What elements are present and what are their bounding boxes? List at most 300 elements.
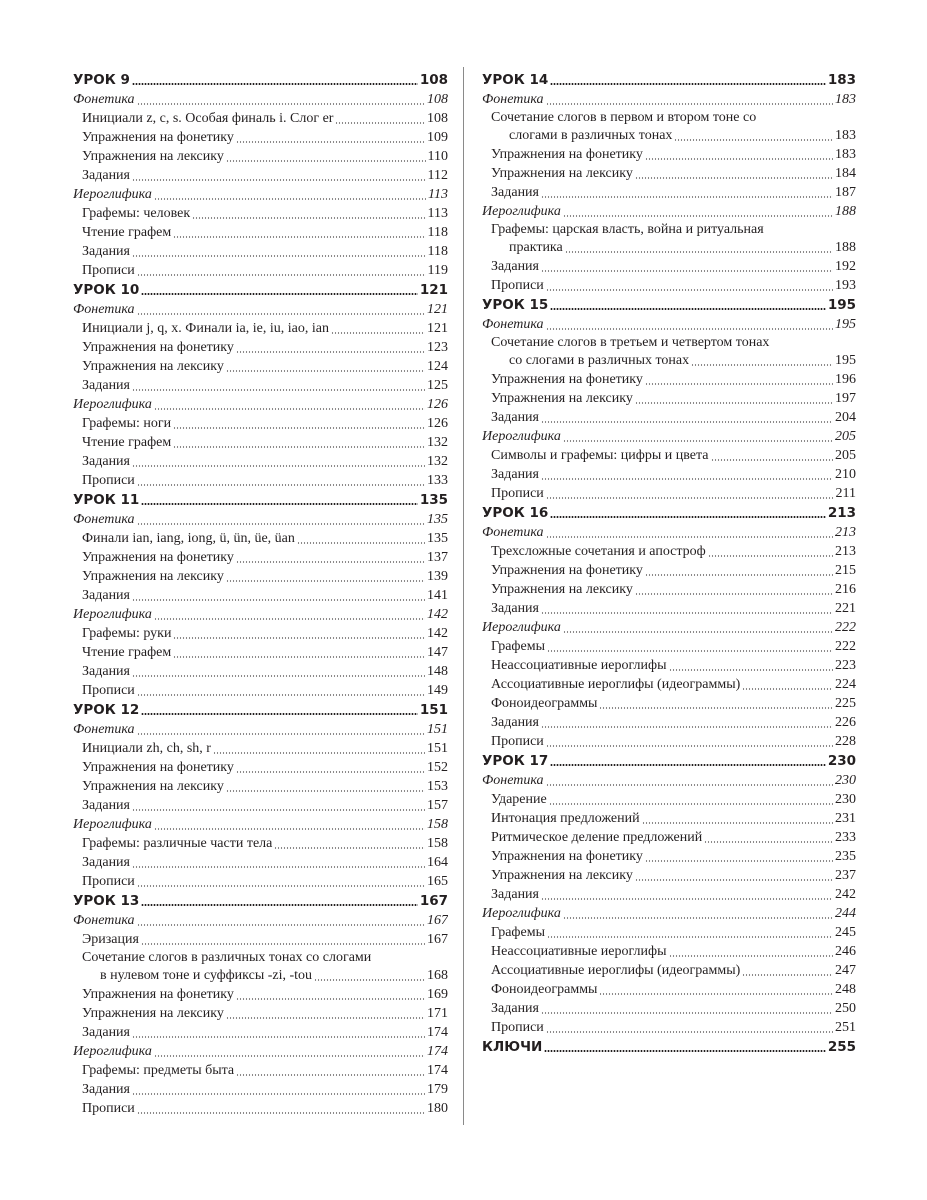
toc-item-entry-page-number: 213: [835, 544, 856, 559]
dot-leader: [226, 1017, 425, 1019]
toc-item-entry[interactable]: [73, 1080, 448, 1099]
toc-section-entry[interactable]: [482, 315, 856, 334]
toc-lesson-entry[interactable]: [73, 700, 448, 720]
dot-leader: [546, 289, 833, 291]
dot-leader: [547, 936, 833, 938]
toc-item-entry-continuation: [491, 238, 856, 257]
toc-item-entry-title: Чтение графем: [82, 435, 172, 450]
toc-item-entry[interactable]: [482, 942, 856, 961]
toc-item-entry[interactable]: [73, 1099, 448, 1118]
toc-section-entry-page-number: 205: [835, 429, 856, 444]
toc-item-entry[interactable]: [482, 599, 856, 618]
toc-lesson-entry-page-number: 230: [827, 753, 856, 769]
toc-item-entry-title: Задания: [82, 855, 130, 870]
toc-item-entry-page-number: 164: [427, 855, 448, 870]
toc-item-entry-page-number: 248: [835, 982, 856, 997]
toc-lesson-entry-page-number: 135: [419, 492, 448, 508]
toc-item-entry[interactable]: [73, 128, 448, 147]
dot-leader: [708, 555, 833, 557]
toc-section-entry-title: Иероглифика: [482, 429, 561, 444]
toc-section-entry[interactable]: [73, 1042, 448, 1061]
dot-leader: [742, 688, 833, 690]
toc-item-entry-page-number: 235: [835, 849, 856, 864]
dot-leader: [141, 502, 418, 505]
toc-section-entry[interactable]: [482, 904, 856, 923]
toc-item-entry-title: Упражнения на фонетику: [491, 849, 643, 864]
dot-leader: [550, 82, 826, 85]
toc-item-entry[interactable]: [73, 796, 448, 815]
toc-lesson-entry[interactable]: [482, 751, 856, 771]
toc-lesson-entry[interactable]: [73, 891, 448, 911]
toc-item-entry-page-number: 157: [427, 798, 448, 813]
toc-item-entry-title: Упражнения на фонетику: [491, 372, 643, 387]
dot-leader: [173, 427, 425, 429]
dot-leader: [642, 822, 833, 824]
dot-leader: [132, 255, 426, 257]
toc-item-entry[interactable]: [73, 548, 448, 567]
toc-item-entry[interactable]: [482, 713, 856, 732]
toc-item-entry[interactable]: [482, 790, 856, 809]
toc-item-entry[interactable]: [482, 961, 856, 980]
dot-leader: [546, 536, 833, 538]
toc-item-entry-page-number: 110: [427, 149, 448, 164]
toc-item-entry-title: Ударение: [491, 792, 547, 807]
dot-leader: [132, 675, 425, 677]
toc-item-entry[interactable]: [73, 681, 448, 700]
toc-item-entry-title: Задания: [82, 378, 130, 393]
toc-item-entry-page-number: 210: [835, 467, 856, 482]
dot-leader: [645, 383, 833, 385]
toc-section-entry[interactable]: [73, 605, 448, 624]
toc-item-entry[interactable]: [482, 145, 856, 164]
toc-lesson-entry-page-number: 121: [419, 282, 448, 298]
dot-leader: [236, 998, 425, 1000]
toc-item-entry[interactable]: [73, 204, 448, 223]
toc-item-entry-title: Неассоциативные иероглифы: [491, 944, 667, 959]
toc-item-entry[interactable]: [73, 452, 448, 471]
dot-leader: [544, 1049, 826, 1052]
dot-leader: [565, 251, 833, 253]
toc-item-entry[interactable]: [482, 980, 856, 999]
toc-item-entry-title: Задания: [491, 887, 539, 902]
toc-item-entry-continuation-page-number: 183: [835, 128, 856, 143]
toc-item-entry[interactable]: [482, 656, 856, 675]
toc-lesson-entry-title: УРОК 16: [482, 505, 549, 521]
toc-item-entry-page-number: 221: [835, 601, 856, 616]
dot-leader: [226, 160, 426, 162]
toc-item-entry-page-number: 242: [835, 887, 856, 902]
toc-item-entry-page-number: 233: [835, 830, 856, 845]
toc-item-entry-continuation-page-number: 195: [835, 353, 856, 368]
column-divider: [463, 67, 464, 1125]
toc-item-entry[interactable]: [73, 758, 448, 777]
toc-section-entry-title: Фонетика: [73, 512, 135, 527]
toc-item-entry-title: Задания: [491, 259, 539, 274]
toc-item-entry-page-number: 216: [835, 582, 856, 597]
toc-lesson-entry-page-number: 255: [827, 1039, 856, 1055]
dot-leader: [541, 421, 833, 423]
toc-item-entry-title: Упражнения на фонетику: [491, 563, 643, 578]
toc-section-entry[interactable]: [482, 90, 856, 109]
toc-item-entry[interactable]: [73, 643, 448, 662]
toc-item-entry[interactable]: [482, 183, 856, 202]
toc-item-entry[interactable]: [73, 624, 448, 643]
toc-item-entry-page-number: 132: [427, 454, 448, 469]
toc-item-entry-page-number: 251: [835, 1020, 856, 1035]
dot-leader: [132, 866, 425, 868]
toc-item-entry[interactable]: [73, 414, 448, 433]
toc-item-entry[interactable]: [482, 465, 856, 484]
dot-leader: [550, 307, 826, 310]
dot-leader: [132, 1093, 425, 1095]
toc-item-entry[interactable]: [73, 1061, 448, 1080]
toc-item-entry[interactable]: [73, 471, 448, 490]
toc-item-entry-title: Прописи: [491, 734, 544, 749]
toc-item-entry-title: Задания: [491, 1001, 539, 1016]
toc-item-entry-page-number: 142: [427, 626, 448, 641]
toc-item-entry-page-number: 118: [427, 244, 448, 259]
toc-item-entry[interactable]: [482, 334, 856, 370]
toc-item-entry[interactable]: [482, 257, 856, 276]
toc-section-entry-page-number: 121: [427, 302, 448, 317]
toc-item-entry[interactable]: [482, 561, 856, 580]
toc-section-entry[interactable]: [73, 395, 448, 414]
toc-item-entry-page-number: 158: [427, 836, 448, 851]
toc-item-entry[interactable]: [73, 985, 448, 1004]
dot-leader: [691, 364, 833, 366]
toc-item-entry[interactable]: [482, 675, 856, 694]
toc-lesson-entry-title: УРОК 17: [482, 753, 549, 769]
toc-item-entry-title: Упражнения на лексику: [82, 359, 224, 374]
toc-lesson-entry[interactable]: [73, 280, 448, 300]
toc-item-entry-page-number: 112: [427, 168, 448, 183]
dot-leader: [563, 215, 833, 217]
toc-item-entry[interactable]: [482, 389, 856, 408]
toc-item-entry-title: Графемы: царская власть, война и ритуальная: [491, 222, 764, 237]
toc-section-entry[interactable]: [73, 185, 448, 204]
toc-item-entry-page-number: 196: [835, 372, 856, 387]
toc-item-entry[interactable]: [73, 1004, 448, 1023]
toc-item-entry[interactable]: [73, 242, 448, 261]
toc-item-entry[interactable]: [73, 147, 448, 166]
toc-section-entry-title: Иероглифика: [73, 1044, 152, 1059]
toc-section-entry[interactable]: [482, 427, 856, 446]
toc-section-entry[interactable]: [482, 523, 856, 542]
dot-leader: [541, 612, 833, 614]
toc-item-entry-continuation: [491, 126, 856, 145]
toc-lesson-entry-page-number: 151: [419, 702, 448, 718]
toc-item-entry[interactable]: [482, 164, 856, 183]
toc-item-entry-title: Упражнения на лексику: [491, 582, 633, 597]
toc-item-entry-title: Задания: [491, 467, 539, 482]
toc-item-entry-title: Сочетание слогов в третьем и четвертом тонах: [491, 335, 770, 350]
toc-item-entry[interactable]: [482, 732, 856, 751]
dot-leader: [550, 515, 826, 518]
toc-item-entry-page-number: 151: [427, 741, 448, 756]
toc-item-entry-page-number: 153: [427, 779, 448, 794]
dot-leader: [154, 408, 425, 410]
dot-leader: [546, 103, 833, 105]
toc-item-entry-page-number: 204: [835, 410, 856, 425]
toc-section-entry[interactable]: [73, 815, 448, 834]
dot-leader: [173, 446, 425, 448]
toc-item-entry-title: Задания: [82, 588, 130, 603]
toc-item-entry[interactable]: [73, 777, 448, 796]
toc-section-entry[interactable]: [73, 911, 448, 930]
dot-leader: [274, 847, 425, 849]
dot-leader: [563, 440, 833, 442]
toc-item-entry-page-number: 187: [835, 185, 856, 200]
dot-leader: [141, 943, 425, 945]
toc-section-entry[interactable]: [73, 90, 448, 109]
toc-item-entry-page-number: 205: [835, 448, 856, 463]
toc-item-entry-page-number: 247: [835, 963, 856, 978]
toc-item-entry-continuation: [491, 351, 856, 370]
toc-item-entry-title: Прописи: [82, 683, 135, 698]
toc-item-entry[interactable]: [73, 319, 448, 338]
toc-item-entry-title: Графемы: ноги: [82, 416, 172, 431]
toc-item-entry[interactable]: [482, 923, 856, 942]
toc-item-entry[interactable]: [482, 580, 856, 599]
toc-item-entry-title: Задания: [491, 715, 539, 730]
toc-item-entry-title: Прописи: [82, 874, 135, 889]
toc-item-entry-page-number: 245: [835, 925, 856, 940]
toc-section-entry-page-number: 108: [427, 92, 448, 107]
toc-item-entry[interactable]: [73, 338, 448, 357]
toc-item-entry-page-number: 171: [427, 1006, 448, 1021]
toc-item-entry-page-number: 230: [835, 792, 856, 807]
dot-leader: [711, 459, 834, 461]
toc-item-entry[interactable]: [73, 376, 448, 395]
toc-item-entry[interactable]: [482, 276, 856, 295]
toc-item-entry-title: Неассоциативные иероглифы: [491, 658, 667, 673]
toc-item-entry-title: Упражнения на лексику: [82, 149, 224, 164]
dot-leader: [137, 1112, 425, 1114]
toc-item-entry-page-number: 125: [427, 378, 448, 393]
dot-leader: [541, 270, 833, 272]
toc-lesson-entry[interactable]: [73, 490, 448, 510]
toc-lesson-entry[interactable]: [482, 70, 856, 90]
toc-item-entry-page-number: 118: [427, 225, 448, 240]
toc-item-entry[interactable]: [73, 433, 448, 452]
toc-item-entry[interactable]: [482, 370, 856, 389]
toc-item-entry-title: Задания: [82, 664, 130, 679]
toc-item-entry-title: Интонация предложений: [491, 811, 640, 826]
toc-section-entry-page-number: 188: [835, 204, 856, 219]
dot-leader: [137, 733, 425, 735]
toc-item-entry[interactable]: [482, 408, 856, 427]
dot-leader: [314, 979, 425, 981]
toc-item-entry-title: Задания: [82, 168, 130, 183]
dot-leader: [141, 712, 418, 715]
dot-leader: [546, 745, 833, 747]
toc-item-entry[interactable]: [73, 529, 448, 548]
toc-left-column: [73, 70, 448, 1118]
toc-section-entry[interactable]: [482, 618, 856, 637]
toc-right-column: [482, 70, 856, 1057]
toc-item-entry-title: Упражнения на лексику: [491, 391, 633, 406]
toc-section-entry-title: Фонетика: [73, 722, 135, 737]
dot-leader: [132, 1036, 425, 1038]
dot-leader: [132, 389, 425, 391]
toc-item-entry-continuation-page-number: 188: [835, 240, 856, 255]
toc-item-entry[interactable]: [73, 930, 448, 949]
toc-item-entry[interactable]: [482, 999, 856, 1018]
toc-section-entry[interactable]: [73, 300, 448, 319]
toc-section-entry-page-number: 244: [835, 906, 856, 921]
dot-leader: [132, 809, 425, 811]
toc-item-entry-title: Эризация: [82, 932, 139, 947]
toc-item-entry[interactable]: [73, 223, 448, 242]
toc-item-entry[interactable]: [73, 872, 448, 891]
toc-item-entry-title: Прописи: [491, 486, 544, 501]
toc-item-entry[interactable]: [482, 109, 856, 145]
toc-item-entry-page-number: 119: [427, 263, 448, 278]
toc-item-entry-title: Задания: [491, 185, 539, 200]
toc-item-entry[interactable]: [482, 847, 856, 866]
toc-item-entry[interactable]: [482, 1018, 856, 1037]
toc-item-entry[interactable]: [73, 109, 448, 128]
toc-item-entry[interactable]: [73, 853, 448, 872]
toc-section-entry[interactable]: [73, 720, 448, 739]
toc-section-entry-page-number: 126: [427, 397, 448, 412]
toc-lesson-entry[interactable]: [482, 503, 856, 523]
toc-item-entry-page-number: 174: [427, 1063, 448, 1078]
dot-leader: [173, 637, 425, 639]
toc-item-entry[interactable]: [482, 542, 856, 561]
toc-item-entry-title: Упражнения на фонетику: [82, 550, 234, 565]
toc-section-entry-page-number: 135: [427, 512, 448, 527]
toc-item-entry-page-number: 135: [427, 531, 448, 546]
dot-leader: [669, 955, 834, 957]
toc-section-entry-title: Иероглифика: [482, 906, 561, 921]
toc-item-entry-title: Трехсложные сочетания и апостроф: [491, 544, 706, 559]
toc-section-entry-title: Фонетика: [482, 525, 544, 540]
toc-item-entry[interactable]: [482, 866, 856, 885]
toc-item-entry-title: Задания: [491, 601, 539, 616]
toc-item-entry-title: Графемы: [491, 639, 545, 654]
toc-item-entry[interactable]: [73, 166, 448, 185]
toc-section-entry-title: Фонетика: [73, 92, 135, 107]
toc-item-entry-title: Задания: [82, 1025, 130, 1040]
dot-leader: [635, 879, 833, 881]
dot-leader: [192, 217, 425, 219]
toc-item-entry[interactable]: [482, 694, 856, 713]
toc-lesson-entry[interactable]: [73, 70, 448, 90]
toc-lesson-entry[interactable]: [482, 295, 856, 315]
toc-item-entry[interactable]: [73, 567, 448, 586]
toc-section-entry[interactable]: [482, 202, 856, 221]
dot-leader: [132, 179, 426, 181]
toc-item-entry-title: Упражнения на фонетику: [82, 130, 234, 145]
toc-lesson-entry[interactable]: [482, 1037, 856, 1057]
toc-item-entry-continuation: [82, 966, 448, 985]
toc-lesson-entry-title: УРОК 12: [73, 702, 140, 718]
dot-leader: [137, 523, 425, 525]
toc-section-entry-page-number: 230: [835, 773, 856, 788]
toc-item-entry-page-number: 165: [427, 874, 448, 889]
dot-leader: [137, 484, 425, 486]
toc-item-entry-page-number: 149: [427, 683, 448, 698]
dot-leader: [645, 860, 833, 862]
dot-leader: [297, 542, 425, 544]
toc-item-entry[interactable]: [482, 484, 856, 503]
toc-item-entry[interactable]: [73, 949, 448, 985]
toc-item-entry-page-number: 133: [427, 473, 448, 488]
toc-item-entry[interactable]: [482, 446, 856, 465]
toc-item-entry[interactable]: [482, 809, 856, 828]
dot-leader: [635, 177, 833, 179]
toc-item-entry-page-number: 237: [835, 868, 856, 883]
dot-leader: [137, 694, 425, 696]
dot-leader: [599, 993, 833, 995]
toc-item-entry-page-number: 167: [427, 932, 448, 947]
toc-lesson-entry-title: КЛЮЧИ: [482, 1039, 543, 1055]
toc-lesson-entry-page-number: 195: [827, 297, 856, 313]
toc-item-entry-title: Сочетание слогов в первом и втором тоне со: [491, 110, 757, 125]
toc-item-entry[interactable]: [482, 828, 856, 847]
toc-item-entry[interactable]: [482, 637, 856, 656]
toc-item-entry-page-number: 147: [427, 645, 448, 660]
toc-item-entry[interactable]: [482, 885, 856, 904]
toc-lesson-entry-title: УРОК 15: [482, 297, 549, 313]
toc-item-entry-title: Чтение графем: [82, 225, 172, 240]
toc-item-entry-title: Инициали j, q, x. Финали ia, ie, iu, iao, ian: [82, 321, 329, 336]
toc-item-entry-page-number: 152: [427, 760, 448, 775]
toc-section-entry-title: Иероглифика: [482, 620, 561, 635]
toc-item-entry-title: Графемы: различные части тела: [82, 836, 273, 851]
toc-item-entry-title: Фоноидеограммы: [491, 982, 598, 997]
toc-section-entry[interactable]: [73, 510, 448, 529]
toc-item-entry-page-number: 197: [835, 391, 856, 406]
dot-leader: [137, 103, 425, 105]
dot-leader: [236, 351, 425, 353]
dot-leader: [137, 313, 425, 315]
toc-item-entry-page-number: 123: [427, 340, 448, 355]
toc-lesson-entry-title: УРОК 11: [73, 492, 140, 508]
toc-section-entry-page-number: 167: [427, 913, 448, 928]
dot-leader: [742, 974, 833, 976]
dot-leader: [331, 332, 425, 334]
toc-item-entry[interactable]: [73, 1023, 448, 1042]
toc-item-entry[interactable]: [73, 834, 448, 853]
dot-leader: [541, 1012, 833, 1014]
dot-leader: [132, 82, 418, 85]
dot-leader: [213, 752, 425, 754]
toc-item-entry-title: Задания: [491, 410, 539, 425]
toc-item-entry[interactable]: [73, 662, 448, 681]
toc-item-entry-title: Упражнения на фонетику: [82, 340, 234, 355]
dot-leader: [669, 669, 834, 671]
toc-item-entry-page-number: 193: [835, 278, 856, 293]
toc-item-entry-title: Прописи: [82, 1101, 135, 1116]
toc-section-entry[interactable]: [482, 771, 856, 790]
dot-leader: [674, 139, 833, 141]
toc-section-entry-title: Иероглифика: [73, 607, 152, 622]
dot-leader: [236, 771, 425, 773]
dot-leader: [541, 478, 833, 480]
dot-leader: [335, 122, 425, 124]
toc-item-entry-page-number: 225: [835, 696, 856, 711]
toc-item-entry[interactable]: [73, 357, 448, 376]
toc-item-entry[interactable]: [482, 221, 856, 257]
toc-lesson-entry-title: УРОК 13: [73, 893, 140, 909]
toc-lesson-entry-title: УРОК 9: [73, 72, 130, 88]
dot-leader: [236, 1074, 425, 1076]
toc-item-entry[interactable]: [73, 586, 448, 605]
toc-item-entry[interactable]: [73, 739, 448, 758]
toc-item-entry[interactable]: [73, 261, 448, 280]
